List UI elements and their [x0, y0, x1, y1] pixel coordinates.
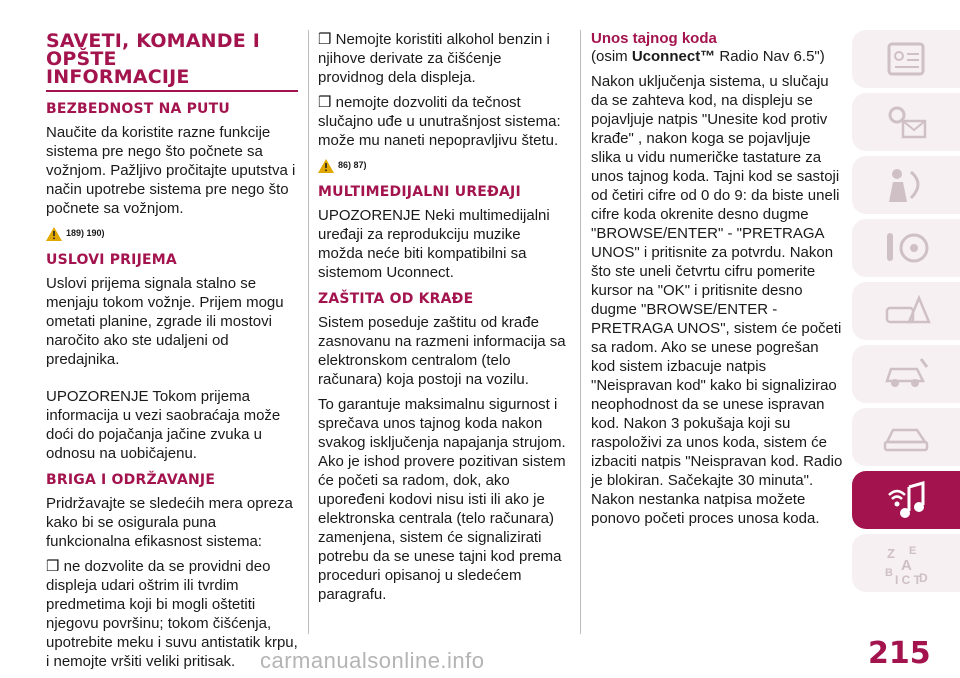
maintenance-car-icon	[877, 351, 935, 397]
paragraph-code-procedure: Nakon uključenja sistema, u slučaju da se zahteva kod, na displeju se pojavljuje natpis "Unesite kod protiv krađe" , nakon koga se pojavljuje slika u vidu numeričke tastature za unos tajnog koda. Tajni kod se sastoji od četiri cifre od 0 do 9: da biste uneli cifre koda okrenite desno dugme "BROWSE/ENTER" - "PRETRAGA UNOS" i pritisnite za potvrdu. Nakon što ste uneli četvrtu cifru pomerite kursor na "OK" i pritisnite desno dugme "BROWSE/ENTER - PRETRAGA UNOS", sistem će početi sa radom. Ako se unese pogrešan kod sistem izbacuje natpis "Neispravan kod" kako bi signalizirao neophodnost da se unese ispravan kod. Nakon 3 pokušaja koji su raspoloživi za unos koda, sistem će izbaciti natpis "Neispravan kod. Radio je blokiran. Sačekajte 30 minuta". Nakon nestanka natpisa možete ponovo početi proces unosa koda.	[591, 73, 843, 527]
chapter-title-line: OPŠTE	[46, 48, 117, 70]
column-right	[591, 30, 843, 534]
tab-warning-lights[interactable]	[852, 93, 960, 151]
tab-dashboard[interactable]	[852, 30, 960, 88]
index-letters-icon	[877, 540, 935, 586]
tab-starting-driving[interactable]	[852, 219, 960, 277]
chapter-title-line: INFORMACIJE	[46, 66, 190, 88]
code-subtitle-brand: Uconnect™	[631, 48, 716, 65]
code-subtitle	[591, 47, 843, 66]
paragraph-reception-warning: UPOZORENJE Tokom prijema informacija u vezi saobraćaja može doći do pojačanja jačine zvuka u odnosu na uobičajenu.	[46, 388, 281, 462]
code-subtitle-post: Radio Nav 6.5")	[715, 48, 825, 65]
paragraph-road-safety: Naučite da koristite razne funkcije sistema pre nego što počnete sa vožnjom. Pažljivo pročitajte uputstva i način upotrebe sistema pre nego što počnete sa vožnjom.	[46, 124, 296, 217]
seatbelt-airbag-icon	[877, 162, 935, 208]
paragraph-reception: Uslovi prijema signala stalno se menjaju tokom vožnje. Prijem mogu ometati planine, zgrade ili mostovi naročito ako ste udaljeni od predajnika.	[46, 275, 284, 368]
svg-text:A: A	[901, 557, 912, 574]
paragraph-multimedia: UPOZORENJE Neki multimedijalni uređaji za reprodukciju muzike možda neće biti kompatibilni sa sistemom Uconnect.	[318, 207, 550, 281]
tab-safety[interactable]	[852, 156, 960, 214]
chapter-title	[46, 32, 298, 92]
watermark: carmanualsonline.info	[260, 648, 485, 673]
tab-maintenance[interactable]	[852, 345, 960, 403]
bullet-alcohol: ❒ Nemojte koristiti alkohol benzin i njihove derivate za čišćenje providnog dela displeja.	[318, 31, 550, 86]
paragraph-care: Pridržavajte se sledećih mera opreza kako bi se osigurala puna funkcionalna efikasnost sistema:	[46, 495, 293, 550]
paragraph-theft-1: Sistem poseduje zaštitu od krađe zasnovanu na razmeni informacija sa elektronskom centralom (telo računara) koja postoji na vozilu.	[318, 314, 566, 388]
heading-theft-protection: ZAŠTITA OD KRAĐE	[318, 291, 474, 307]
key-steering-icon	[877, 225, 935, 271]
warning-reference-text: 86) 87)	[338, 160, 367, 170]
svg-text:B: B	[885, 567, 893, 579]
dashboard-icon	[877, 36, 935, 82]
chapter-sidebar	[852, 30, 960, 597]
column-left	[46, 30, 298, 677]
heading-care: BRIGA I ODRŽAVANJE	[46, 472, 216, 488]
heading-multimedia: MULTIMEDIJALNI UREĐAJI	[318, 184, 521, 200]
column-divider	[308, 30, 309, 634]
chapter-title-line: SAVETI, KOMANDE I	[46, 30, 261, 52]
column-divider	[580, 30, 581, 634]
tab-index[interactable]	[852, 534, 960, 592]
warning-triangle-icon	[318, 159, 334, 173]
multimedia-music-icon	[877, 477, 935, 523]
code-subtitle-pre: (osim	[591, 48, 632, 65]
warning-reference	[318, 156, 566, 175]
heading-reception: USLOVI PRIJEMA	[46, 252, 177, 268]
warning-lights-icon	[877, 99, 935, 145]
heading-secret-code: Unos tajnog koda	[591, 30, 717, 47]
heading-road-safety: BEZBEDNOST NA PUTU	[46, 101, 230, 117]
tab-technical-data[interactable]	[852, 408, 960, 466]
svg-text:Z: Z	[887, 546, 895, 561]
column-middle	[318, 30, 566, 610]
bullet-care-display: ❒ ne dozvolite da se providni deo displeja udari oštrim ili tvrdim predmetima koji bi mogli oštetiti njegovu površinu; tokom čišćenja, upotrebite meku i suvu antistatik krpu, i nemojte vršiti veliki pritisak.	[46, 558, 298, 670]
page-number: 215	[868, 636, 931, 671]
specs-car-icon	[877, 414, 935, 460]
tab-multimedia[interactable]	[852, 471, 960, 529]
breakdown-triangle-icon	[877, 288, 935, 334]
warning-reference	[46, 224, 298, 243]
warning-triangle-icon	[46, 227, 62, 241]
svg-text:I C T: I C T	[895, 573, 921, 586]
bullet-liquid: ❒ nemojte dozvoliti da tečnost slučajno uđe u unutrašnjost sistema: može mu naneti nepopravljivu štetu.	[318, 94, 561, 149]
tab-emergency[interactable]	[852, 282, 960, 340]
svg-text:E: E	[909, 545, 917, 557]
warning-reference-text: 189) 190)	[66, 228, 105, 238]
paragraph-theft-2: To garantuje maksimalnu sigurnost i sprečava unos tajnog koda nakon svakog isključenja napajanja strujom. Ako je ishod provere pozitivan sistem će početi sa radom, dok, ako upoređeni kodovi nisu isti ili ako je elektronska centrala (telo računara) zamenjena, sistem će signalizirati potrebu da se unese tajni kod prema proceduri opisanoj u sledećem paragrafu.	[318, 396, 566, 603]
svg-text:D: D	[919, 571, 928, 585]
